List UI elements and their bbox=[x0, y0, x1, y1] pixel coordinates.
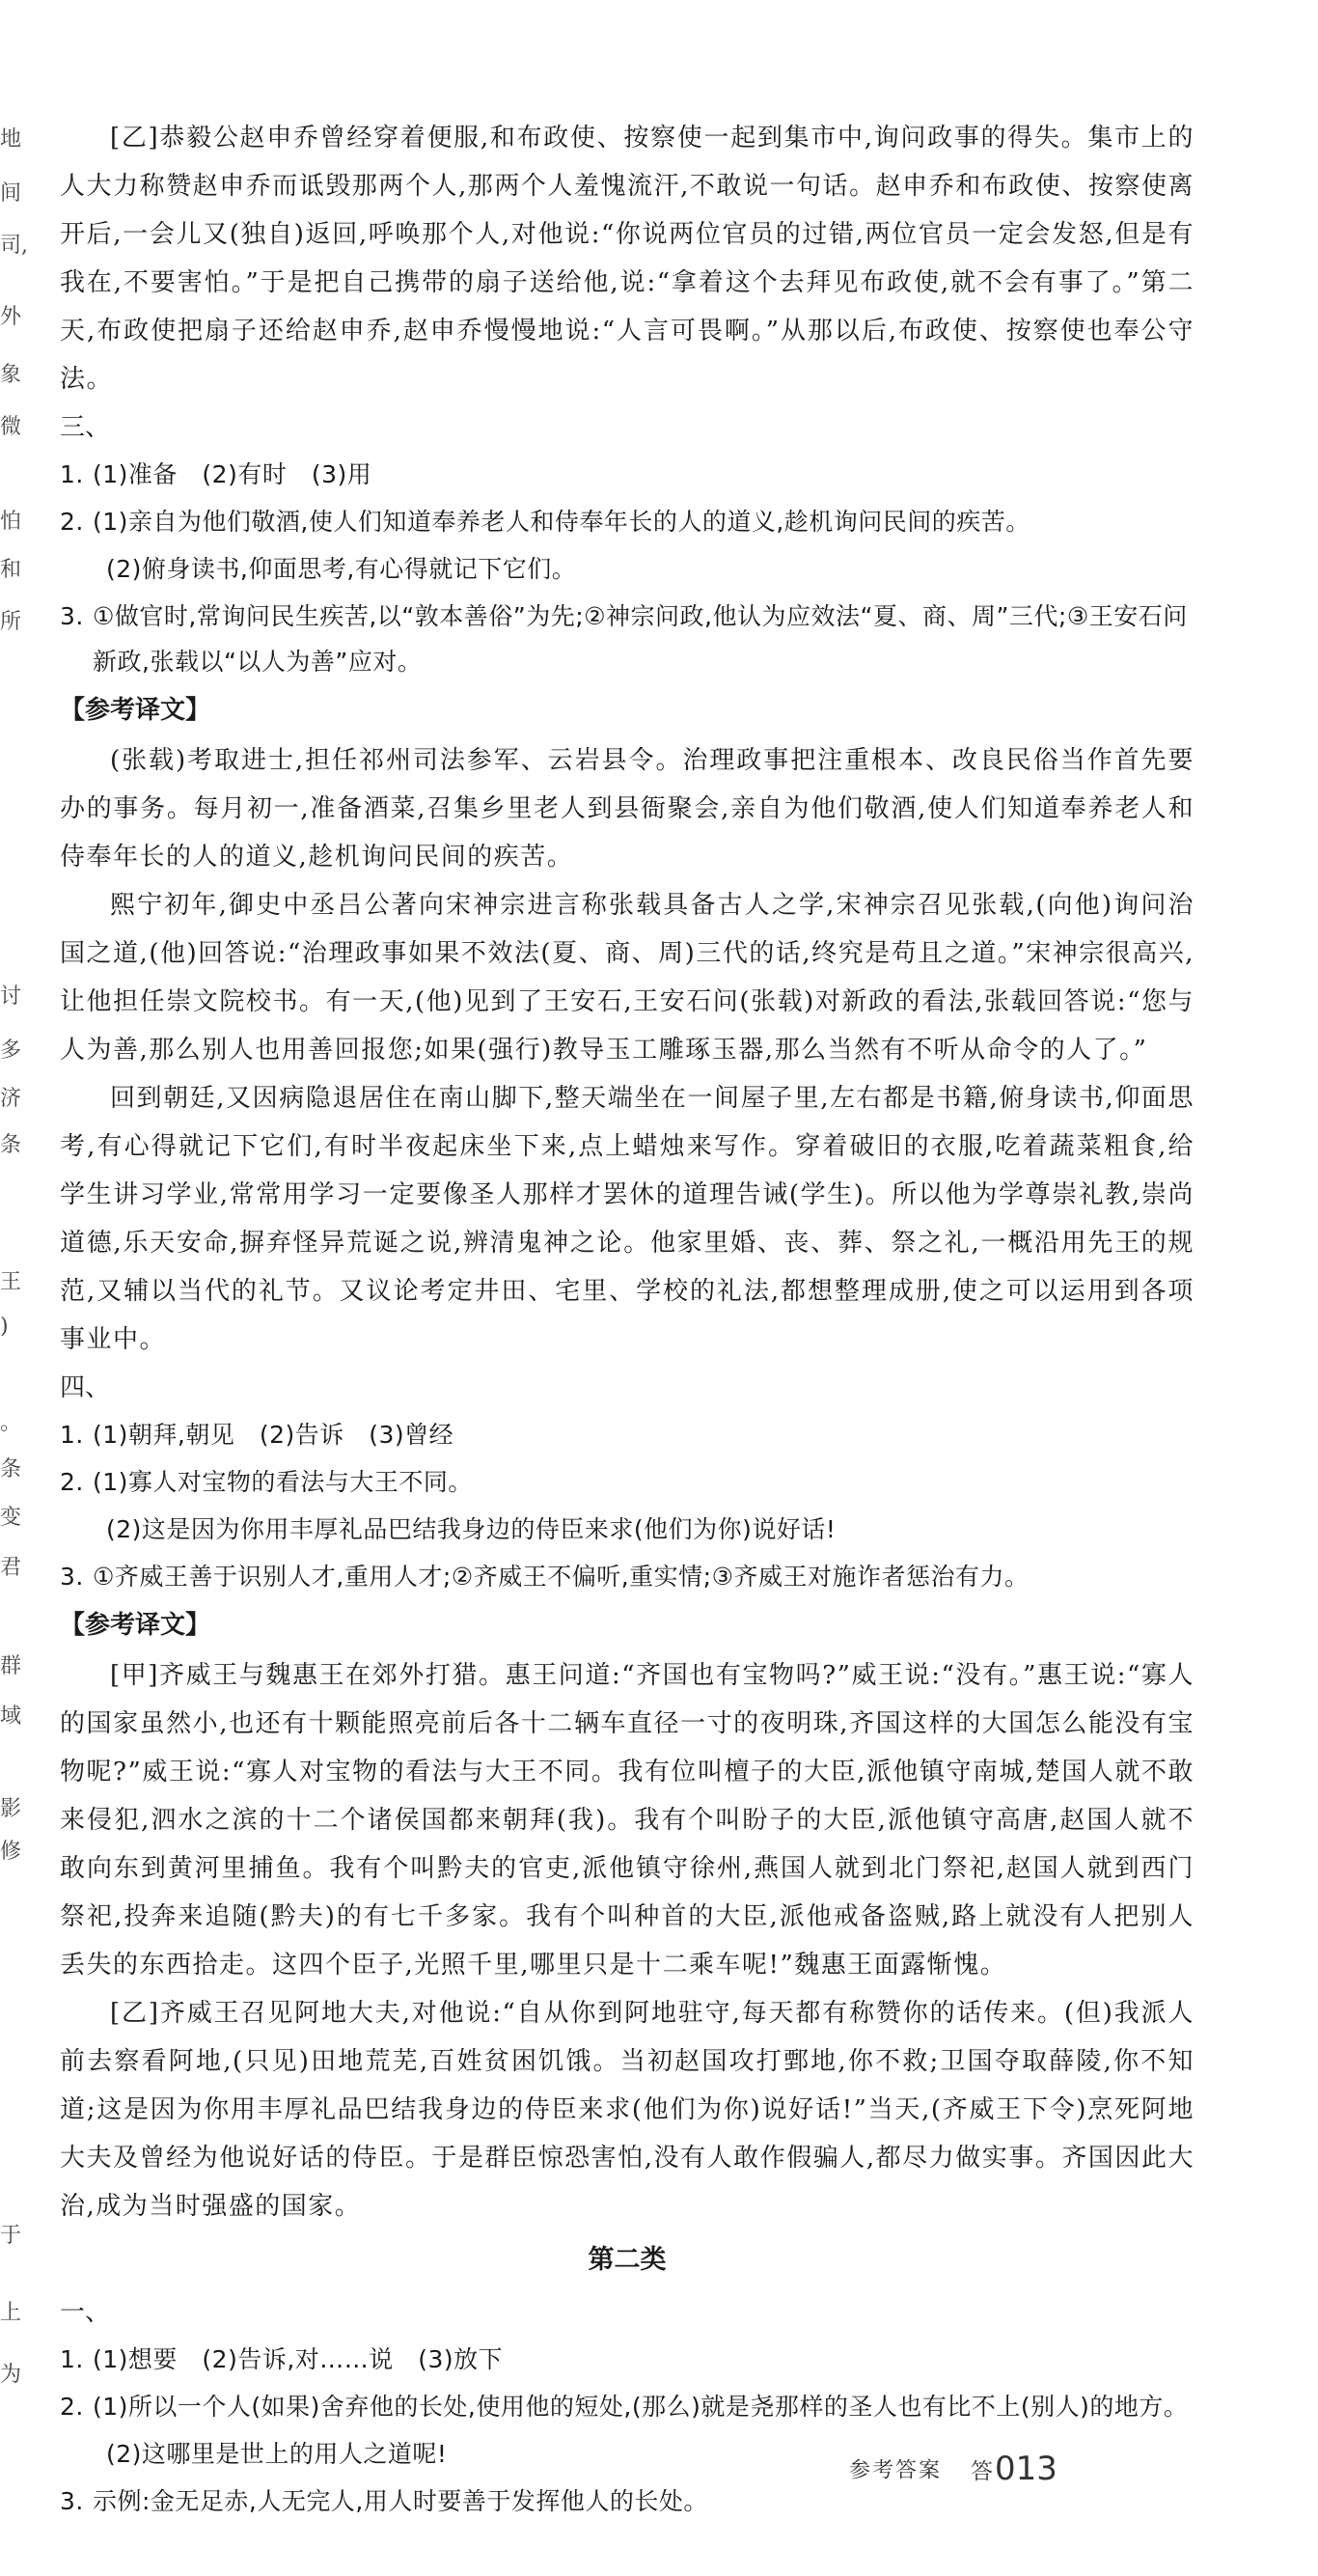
answer-text: (1)亲自为他们敬酒,使人们知道奉养老人和侍奉年长的人的道义,趁机询问民间的疾苦。 bbox=[93, 508, 1030, 536]
answer-text: 示例:金无足赤,人无完人,用人时要善于发挥他人的长处。 bbox=[93, 2487, 708, 2515]
answer-text: (1)寡人对宝物的看法与大王不同。 bbox=[93, 1468, 473, 1496]
answer-item bbox=[60, 1412, 1194, 1457]
answer-item bbox=[60, 2337, 1194, 2382]
answer-item bbox=[60, 1459, 1194, 1505]
margin-char: 域 bbox=[0, 1704, 22, 1729]
margin-char: ) bbox=[0, 1315, 9, 1339]
margin-char: 上 bbox=[0, 2301, 22, 2325]
answer-number: 2. bbox=[60, 1468, 84, 1496]
answer-number: 3. bbox=[60, 1563, 84, 1591]
reference-translation-heading: 【参考译文】 bbox=[60, 696, 211, 725]
margin-char: 地 bbox=[0, 127, 22, 152]
answer-item bbox=[60, 2384, 1194, 2429]
answer-item bbox=[60, 452, 1194, 497]
margin-char: 王 bbox=[0, 1270, 22, 1294]
answer-page-content bbox=[60, 114, 1194, 2526]
translation-paragraph: (张载)考取进士,担任祁州司法参军、云岩县令。治理政事把注重根本、改良民俗当作首先要办的事务。每月初一,准备酒菜,召集乡里老人到县衙聚会,亲自为他们敬酒,使人们知道奉养老人和侍奉年长的人的道义,趁机询问民间的疾苦。 bbox=[60, 746, 1194, 872]
answer-item bbox=[60, 499, 1194, 544]
margin-char: 变 bbox=[0, 1506, 22, 1530]
answer-item bbox=[60, 594, 1194, 684]
footer-label: 参考答案 bbox=[849, 2458, 943, 2483]
answer-text: (1)朝拜,朝见 (2)告诉 (3)曾经 bbox=[93, 1421, 454, 1449]
margin-char: 所 bbox=[0, 610, 22, 634]
translation-paragraph: [乙]恭毅公赵申乔曾经穿着便服,和布政使、按察使一起到集市中,询问政事的得失。集市上的人大力称赞赵申乔而诋毁那两个人,那两个人羞愧流汗,不敢说一句话。赵申乔和布政使、按察使离开后,一会儿又(独自)返回,呼唤那个人,对他说:“你说两位官员的过错,两位官员一定会发怒,但是有我在,不要害怕。”于是把自己携带的扇子送给他,说:“拿着这个去拜见布政使,就不会有事了。”第二天,布政使把扇子还给赵申乔,赵申乔慢慢地说:“人言可畏啊。”从那以后,布政使、按察使也奉公守法。 bbox=[60, 124, 1194, 394]
margin-char: 君 bbox=[0, 1556, 22, 1580]
answer-number: 3. bbox=[60, 602, 84, 630]
margin-char: 怕 bbox=[0, 510, 22, 534]
section-heading-3: 三、 bbox=[60, 413, 111, 442]
translation-paragraph: [甲]齐威王与魏惠王在郊外打猎。惠王问道:“齐国也有宝物吗?”威王说:“没有。”惠王说:“寡人的国家虽然小,也还有十颗能照亮前后各十二辆车直径一寸的夜明珠,齐国这样的大国怎么能没有宝物呢?”威王说:“寡人对宝物的看法与大王不同。我有位叫檀子的大臣,派他镇守南城,楚国人就不敢来侵犯,泗水之滨的十二个诸侯国都来朝拜(我)。我有个叫盼子的大臣,派他镇守高唐,赵国人就不敢向东到黄河里捕鱼。我有个叫黔夫的官吏,派他镇守徐州,燕国人就到北门祭祀,赵国人就到西门祭祀,投奔来追随(黔夫)的有七千多家。我有个叫种首的大臣,派他戒备盗贼,路上就没有人把别人丢失的东西拾走。这四个臣子,光照千里,哪里只是十二乘车呢!”魏惠王面露惭愧。 bbox=[60, 1661, 1194, 1980]
margin-char: 为 bbox=[0, 2363, 22, 2387]
reference-translation-heading: 【参考译文】 bbox=[60, 1611, 211, 1640]
translation-paragraph: [乙]齐威王召见阿地大夫,对他说:“自从你到阿地驻守,每天都有称赞你的话传来。(但)我派人前去察看阿地,(只见)田地荒芜,百姓贫困饥饿。当初赵国攻打鄄地,你不救;卫国夺取薛陵,你不知道;这是因为你用丰厚礼品巴结我身边的侍臣来求(他们为你)说好话!”当天,(齐威王下令)烹死阿地大夫及曾经为他说好话的侍臣。于是群臣惊恐害怕,没有人敢作假骗人,都尽力做实事。齐国因此大治,成为当时强盛的国家。 bbox=[60, 1999, 1194, 2221]
margin-char: 于 bbox=[0, 2224, 22, 2248]
answer-text: ①齐威王善于识别人才,重用人才;②齐威王不偏听,重实情;③齐威王对施诈者惩治有力。 bbox=[93, 1563, 1030, 1591]
translation-paragraph: 熙宁初年,御史中丞吕公著向宋神宗进言称张载具备古人之学,宋神宗召见张载,(向他)询问治国之道,(他)回答说:“治理政事如果不效法(夏、商、周)三代的话,终究是苟且之道。”宋神宗很高兴,让他担任崇文院校书。有一天,(他)见到了王安石,王安石问(张载)对新政的看法,张载回答说:“您与人为善,那么别人也用善回报您;如果(强行)教导玉工雕琢玉器,那么当然有不听从命令的人了。” bbox=[60, 891, 1194, 1065]
answer-subitem: (2)俯身读书,仰面思考,有心得就记下它们。 bbox=[106, 555, 577, 583]
margin-char: 群 bbox=[0, 1654, 22, 1678]
margin-char: 司, bbox=[0, 234, 28, 258]
answer-text: (1)准备 (2)有时 (3)用 bbox=[93, 460, 372, 488]
margin-char: 条 bbox=[0, 1457, 22, 1482]
answer-number: 3. bbox=[60, 2487, 84, 2515]
answer-number: 1. bbox=[60, 1421, 84, 1449]
answer-text: (1)想要 (2)告诉,对……说 (3)放下 bbox=[93, 2345, 504, 2373]
left-margin-fragments bbox=[0, 0, 28, 2576]
category-heading: 第二类 bbox=[588, 2245, 667, 2275]
page-footer bbox=[849, 2450, 1167, 2492]
answer-number: 1. bbox=[60, 460, 84, 488]
margin-char: 济 bbox=[0, 1087, 22, 1111]
section-heading-1: 一、 bbox=[60, 2298, 111, 2327]
margin-char: 修 bbox=[0, 1840, 22, 1864]
answer-number: 2. bbox=[60, 508, 84, 536]
margin-char: 微 bbox=[0, 415, 22, 439]
margin-char: 多 bbox=[0, 1039, 22, 1063]
page-number: 013 bbox=[995, 2450, 1057, 2488]
margin-char: 讨 bbox=[0, 984, 22, 1009]
footer-prefix: 答 bbox=[971, 2458, 994, 2484]
section-heading-4: 四、 bbox=[60, 1373, 111, 1402]
margin-char: 和 bbox=[0, 558, 22, 582]
answer-subitem: (2)这哪里是世上的用人之道呢! bbox=[106, 2440, 448, 2468]
margin-char: 间 bbox=[0, 181, 22, 206]
answer-item bbox=[60, 1554, 1194, 1599]
answer-subitem: (2)这是因为你用丰厚礼品巴结我身边的侍臣来求(他们为你)说好话! bbox=[106, 1515, 837, 1543]
margin-char: 外 bbox=[0, 305, 22, 329]
margin-char: 象 bbox=[0, 363, 22, 387]
margin-char: 影 bbox=[0, 1797, 22, 1821]
answer-text: ①做官时,常询问民生疾苦,以“敦本善俗”为先;②神宗问政,他认为应效法“夏、商、周”三代;③王安石问新政,张载以“以人为善”应对。 bbox=[93, 602, 1188, 676]
answer-text: (1)所以一个人(如果)舍弃他的长处,使用他的短处,(那么)就是尧那样的圣人也有比不上(别人)的地方。 bbox=[93, 2393, 1189, 2421]
margin-char: 条 bbox=[0, 1133, 22, 1157]
margin-char: 。 bbox=[0, 1411, 22, 1435]
answer-number: 1. bbox=[60, 2345, 84, 2373]
answer-number: 2. bbox=[60, 2393, 84, 2421]
translation-paragraph: 回到朝廷,又因病隐退居住在南山脚下,整天端坐在一间屋子里,左右都是书籍,俯身读书,仰面思考,有心得就记下它们,有时半夜起床坐下来,点上蜡烛来写作。穿着破旧的衣服,吃着蔬菜粗食,给学生讲习学业,常常用学习一定要像圣人那样才罢休的道理告诫(学生)。所以他为学尊崇礼教,崇尚道德,乐天安命,摒弃怪异荒诞之说,辨清鬼神之论。他家里婚、丧、葬、祭之礼,一概沿用先王的规范,又辅以当代的礼节。又议论考定井田、宅里、学校的礼法,都想整理成册,使之可以运用到各项事业中。 bbox=[60, 1084, 1194, 1354]
